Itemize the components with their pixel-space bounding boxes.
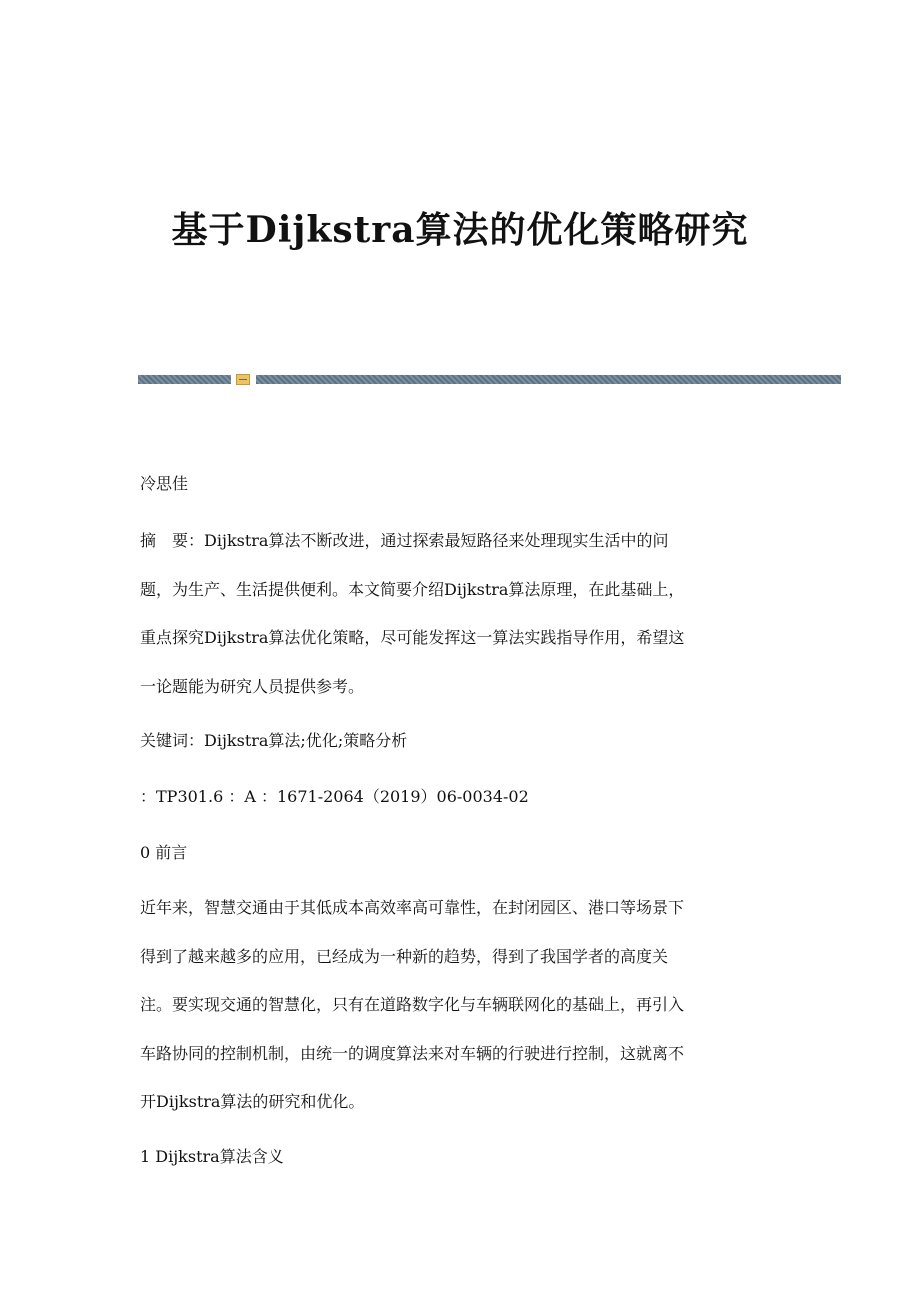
keywords: 关键词：Dijkstra算法;优化;策略分析: [140, 731, 408, 750]
section-0-line-4: 车路协同的控制机制，由统一的调度算法来对车辆的行驶进行控制，这就离不: [140, 1044, 685, 1063]
section-1-heading: 1 Dijkstra算法含义: [140, 1147, 284, 1166]
section-0-heading: 0 前言: [140, 843, 188, 862]
document-title: 基于Dijkstra算法的优化策略研究: [171, 209, 749, 251]
abstract-text-1: Dijkstra算法不断改进，通过探索最短路径来处理现实生活中的问: [204, 531, 669, 550]
divider-bar-right: [256, 375, 841, 384]
classification-info: ：TP301.6 ：A ：1671-2064（2019）06-0034-02: [140, 787, 529, 806]
section-0-line-3: 注。要实现交通的智慧化，只有在道路数字化与车辆联网化的基础上，再引入: [140, 995, 685, 1014]
section-0-line-5: 开Dijkstra算法的研究和优化。: [140, 1092, 365, 1111]
abstract-line-1: [140, 531, 668, 551]
divider-bar-left: [138, 375, 231, 384]
abstract-line-4: 一论题能为研究人员提供参考。: [140, 677, 365, 696]
abstract-line-3: 重点探究Dijkstra算法优化策略，尽可能发挥这一算法实践指导作用，希望这: [140, 628, 685, 647]
section-0-line-2: 得到了越来越多的应用，已经成为一种新的趋势，得到了我国学者的高度关: [140, 947, 669, 966]
abstract-line-2: 题，为生产、生活提供便利。本文简要介绍Dijkstra算法原理，在此基础上，: [140, 580, 685, 599]
title-divider: [138, 375, 841, 384]
divider-ornament-icon: [236, 374, 250, 385]
author-name: 冷思佳: [140, 474, 189, 493]
abstract-label-2: 要：: [172, 531, 205, 550]
abstract-label-1: 摘: [140, 531, 157, 550]
section-0-line-1: 近年来，智慧交通由于其低成本高效率高可靠性，在封闭园区、港口等场景下: [140, 898, 685, 917]
